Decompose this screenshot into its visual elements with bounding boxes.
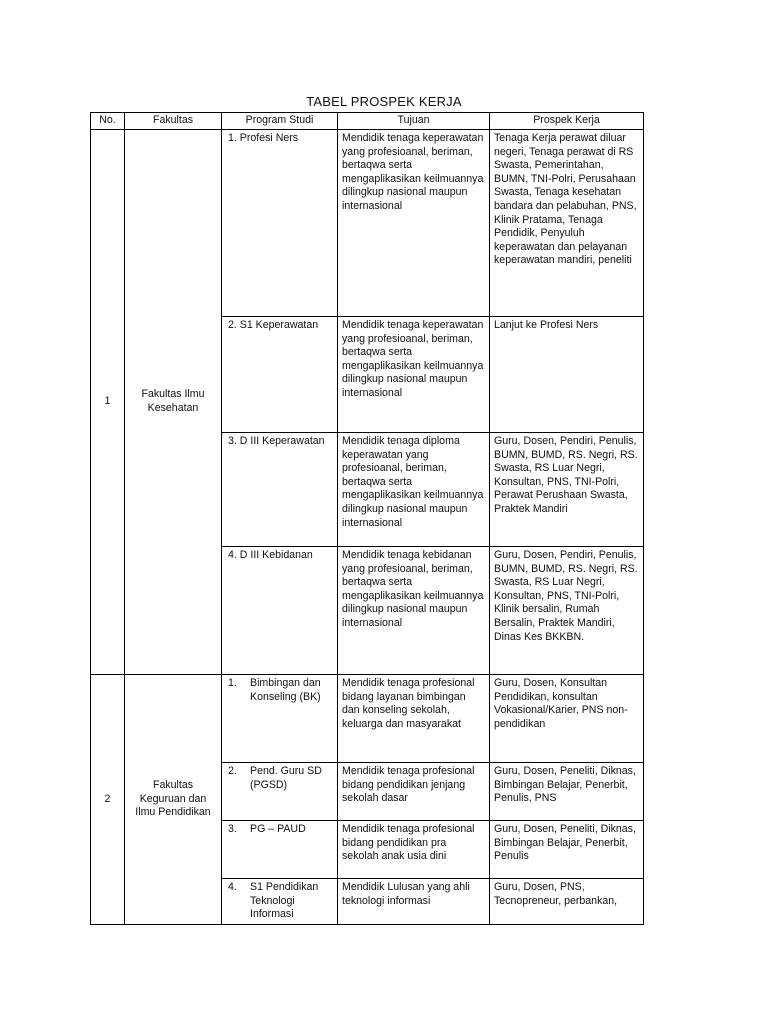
header-fakultas: Fakultas: [125, 113, 222, 130]
prospek-kerja: Guru, Dosen, Konsultan Pendidikan, konsultan Vokasional/Karier, PNS non-pendidikan: [490, 675, 644, 763]
tujuan: Mendidik tenaga profesional bidang layanan bimbingan dan konseling sekolah, keluarga dan masyarakat: [338, 675, 490, 763]
table-row: [91, 675, 644, 763]
program-studi: [222, 763, 338, 821]
prospek-kerja: Guru, Dosen, Pendiri, Penulis, BUMN, BUMD, RS. Negri, RS. Swasta, RS Luar Negri, Konsultan, PNS, TNI-Polri, Perawat Perushaan Swasta, Praktek Mandiri: [490, 433, 644, 547]
prospek-kerja: Tenaga Kerja perawat diluar negeri, Tenaga perawat di RS Swasta, Pemerintahan, BUMN, TNI-Polri, Perusahaan Swasta, Tenaga kesehatan bandara dan pelabuhan, PNS, Klinik Pratama, Tenaga Pendidik, Penyuluh keperawatan dan pelayanan keperawatan mandiri, peneliti: [490, 130, 644, 317]
program-studi: [222, 675, 338, 763]
faculty-name: Fakultas Ilmu Kesehatan: [125, 130, 222, 675]
header-program-studi: Program Studi: [222, 113, 338, 130]
faculty-name: Fakultas Keguruan dan Ilmu Pendidikan: [125, 675, 222, 925]
program-name: PG – PAUD: [250, 823, 306, 835]
tujuan: Mendidik Lulusan yang ahli teknologi informasi: [338, 879, 490, 925]
document-title: TABEL PROSPEK KERJA: [306, 94, 462, 109]
header-prospek-kerja: Prospek Kerja: [490, 113, 644, 130]
prospek-kerja: Guru, Dosen, Pendiri, Penulis, BUMN, BUMD, RS. Negri, RS. Swasta, RS Luar Negri, Konsultan, PNS, TNI-Polri, Klinik bersalin, Rumah Bersalin, Praktek Mandiri, Dinas Kes BKKBN.: [490, 547, 644, 675]
header-tujuan: Tujuan: [338, 113, 490, 130]
program-studi: 3. D III Keperawatan: [222, 433, 338, 547]
program-number: 1.: [228, 677, 237, 689]
prospek-kerja: Guru, Dosen, Peneliti, Diknas, Bimbingan Belajar, Penerbit, Penulis, PNS: [490, 763, 644, 821]
program-studi: 4. D III Kebidanan: [222, 547, 338, 675]
program-studi: 2. S1 Keperawatan: [222, 317, 338, 433]
program-number: 3.: [228, 823, 237, 835]
program-name: S1 Pendidikan Teknologi Informasi: [250, 881, 319, 921]
program-name: Bimbingan dan Konseling (BK): [250, 677, 321, 703]
faculty-number: 1: [91, 130, 125, 675]
prospek-kerja-table: [90, 112, 644, 925]
table-header-row: [91, 113, 644, 130]
program-number: 2.: [228, 765, 237, 777]
program-studi: [222, 879, 338, 925]
prospek-kerja: Lanjut ke Profesi Ners: [490, 317, 644, 433]
program-number: 4.: [228, 881, 237, 893]
tujuan: Mendidik tenaga profesional bidang pendidikan pra sekolah anak usia dini: [338, 821, 490, 879]
tujuan: Mendidik tenaga profesional bidang pendidikan jenjang sekolah dasar: [338, 763, 490, 821]
table-row: [91, 130, 644, 317]
tujuan: Mendidik tenaga keperawatan yang profesioanal, beriman, bertaqwa serta mengaplikasikan keilmuannya dilingkup nasional maupun internasional: [338, 130, 490, 317]
program-name: Pend. Guru SD (PGSD): [250, 765, 322, 791]
faculty-number: 2: [91, 675, 125, 925]
prospek-kerja: Guru, Dosen, PNS, Tecnopreneur, perbankan,: [490, 879, 644, 925]
tujuan: Mendidik tenaga kebidanan yang profesioanal, beriman, bertaqwa serta mengaplikasikan keilmuannya dilingkup nasional maupun internasional: [338, 547, 490, 675]
program-studi: [222, 821, 338, 879]
prospek-kerja: Guru, Dosen, Peneliti, Diknas, Bimbingan Belajar, Penerbit, Penulis: [490, 821, 644, 879]
header-no: No.: [91, 113, 125, 130]
tujuan: Mendidik tenaga diploma keperawatan yang profesioanal, beriman, bertaqwa serta mengaplikasikan keilmuannya dilingkup nasional maupun internasional: [338, 433, 490, 547]
program-studi: 1. Profesi Ners: [222, 130, 338, 317]
tujuan: Mendidik tenaga keperawatan yang profesioanal, beriman, bertaqwa serta mengaplikasikan keilmuannya dilingkup nasional maupun internasional: [338, 317, 490, 433]
